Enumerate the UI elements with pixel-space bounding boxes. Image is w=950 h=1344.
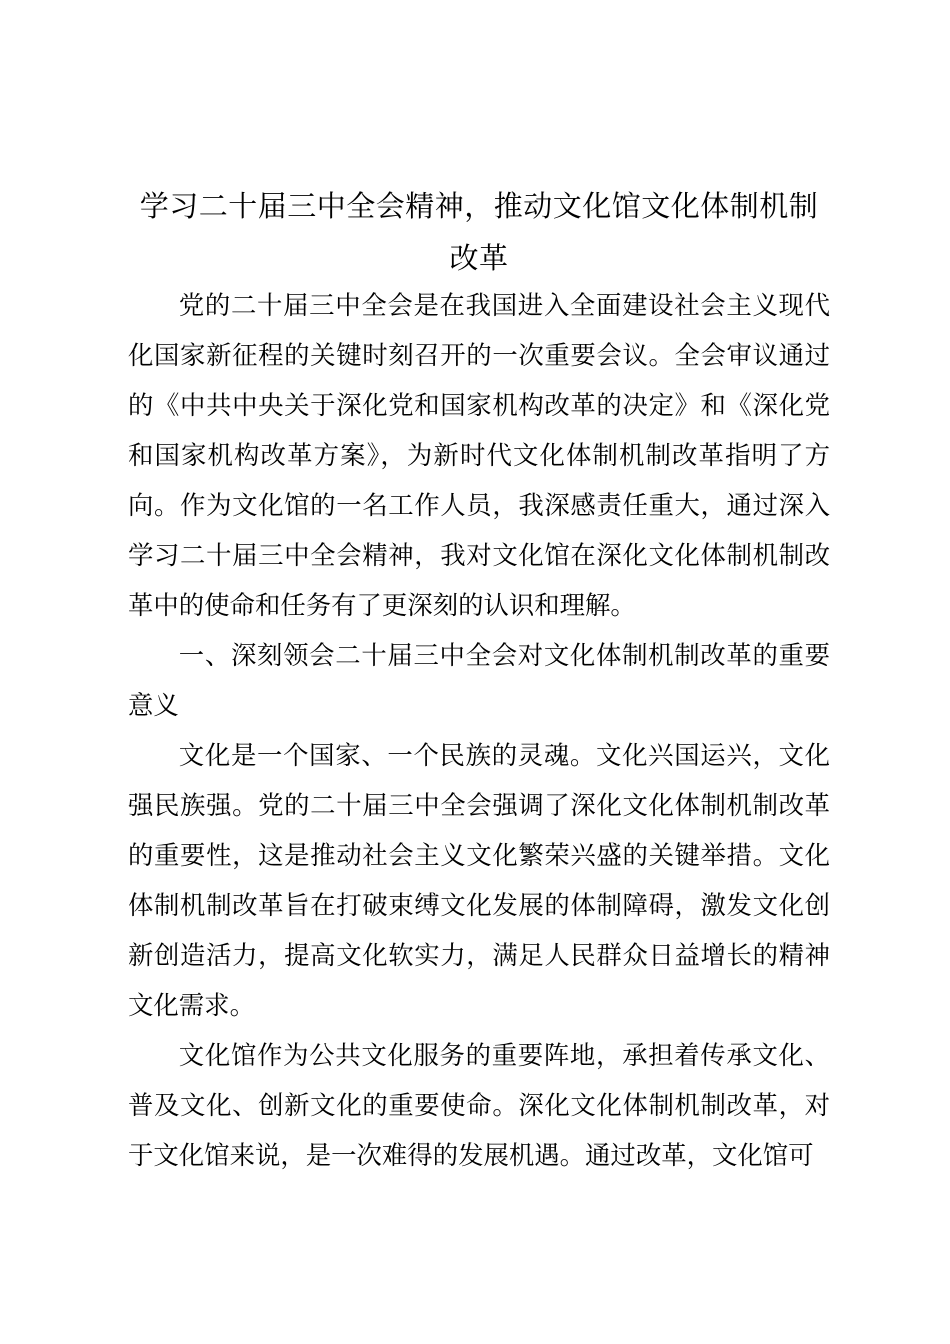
- document-title: 学习二十届三中全会精神，推动文化馆文化体制机制改革: [139, 189, 819, 275]
- paragraph-culture-center-role: 文化馆作为公共文化服务的重要阵地，承担着传承文化、普及文化、创新文化的重要使命。深化文化体制机制改革，对于文化馆来说，是一次难得的发展机遇。通过改革，文化馆可: [128, 1040, 830, 1170]
- section-heading-1: 一、深刻领会二十届三中全会对文化体制机制改革的重要意义: [128, 640, 830, 720]
- document-body: [128, 280, 830, 1180]
- paragraph-culture-significance: 文化是一个国家、一个民族的灵魂。文化兴国运兴，文化强民族强。党的二十届三中全会强调了深化文化体制机制改革的重要性，这是推动社会主义文化繁荣兴盛的关键举措。文化体制机制改革旨在打破束缚文化发展的体制障碍，激发文化创新创造活力，提高文化软实力，满足人民群众日益增长的精神文化需求。: [128, 740, 830, 1020]
- paragraph-intro: 党的二十届三中全会是在我国进入全面建设社会主义现代化国家新征程的关键时刻召开的一次重要会议。全会审议通过的《中共中央关于深化党和国家机构改革的决定》和《深化党和国家机构改革方案》，为新时代文化体制机制改革指明了方向。作为文化馆的一名工作人员，我深感责任重大，通过深入学习二十届三中全会精神，我对文化馆在深化文化体制机制改革中的使命和任务有了更深刻的认识和理解。: [128, 290, 830, 620]
